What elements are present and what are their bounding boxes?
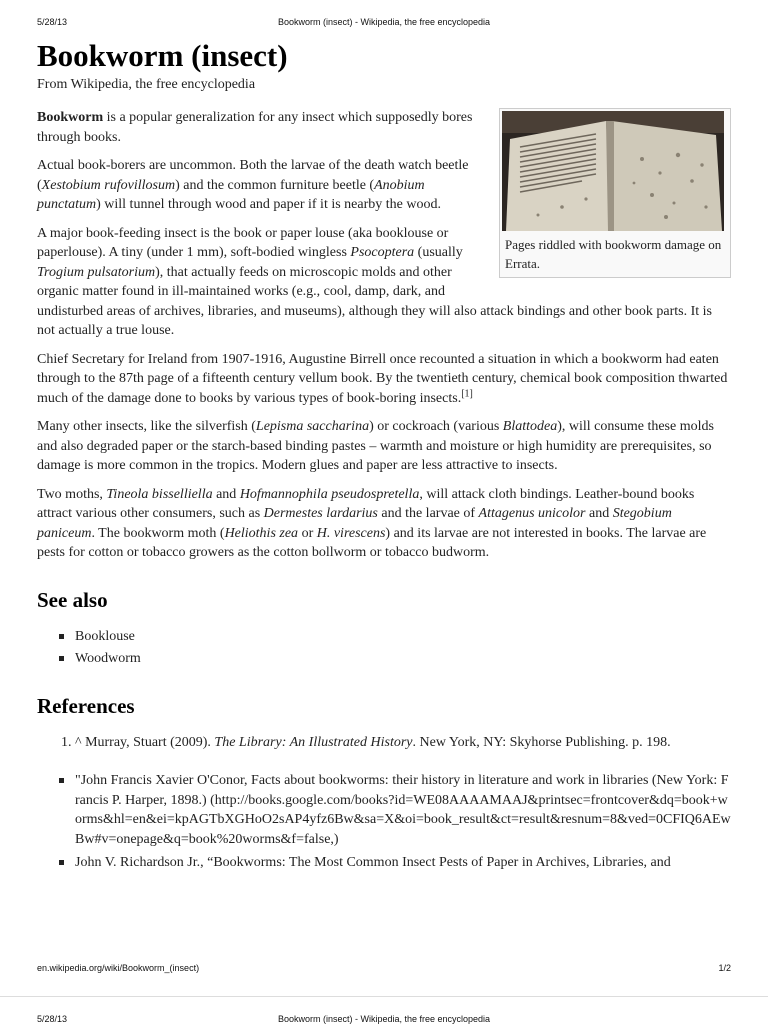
print-url: en.wikipedia.org/wiki/Bookworm_(insect) [37, 963, 200, 973]
print-date: 5/28/13 [37, 17, 68, 27]
print-header [37, 17, 731, 31]
article-content [37, 38, 731, 877]
reference-item [75, 733, 731, 753]
text-segment: and [585, 506, 613, 521]
species-name: Attagenus unicolor [478, 506, 586, 521]
further-reading-list [37, 771, 731, 873]
thumbnail-caption: Pages riddled with bookworm damage on Errata. [505, 237, 722, 271]
see-also-item-woodworm[interactable]: Woodworm [75, 649, 731, 669]
species-name: Stegobium paniceum [37, 506, 672, 541]
paragraph-moths [37, 485, 731, 563]
further-reading-item[interactable]: "John Francis Xavier O'Conor, Facts about bookworms: their history in literature and work in libraries (New York: Francis P. Harper, 1898.) (http://books.google.com/books?id=WE08AAAAMAAJ&printsec=frontcover&dq=book+worms&hl=en&ei=kpAGTbXGHoO2sAP4yfz6Bw&sa=X&oi=book_result&ct=result&resnum=8&ved=0CFIQ6AEwBw#v=onepage&q=book%20worms&f=false,) [75, 771, 731, 849]
page-divider [0, 996, 768, 997]
references-list [37, 733, 731, 753]
text-segment: ), will consume these molds and also degraded paper or the starch-based binding pastes – warmth and moisture or high humidity are prerequisites, so damage is more common in the tropics. Modern glues and paper are less attractive to insects. [37, 419, 714, 473]
print-page-title: Bookworm (insect) - Wikipedia, the free encyclopedia [277, 17, 491, 27]
print-footer [37, 963, 731, 977]
text-segment: A major book-feeding insect is the book or paper louse (aka booklouse or paperlouse). A tiny (under 1 mm), soft-bodied wingless [37, 225, 449, 260]
book-title: The Library: An Illustrated History [214, 734, 413, 750]
page-title: Bookworm (insect) [37, 38, 288, 73]
species-name: Lepisma saccharina [255, 419, 370, 434]
heading-references: References [37, 693, 135, 718]
citation-link[interactable]: [1] [461, 387, 473, 399]
see-also-list [37, 627, 731, 669]
text-segment: or [298, 525, 317, 541]
text-segment: ) or cockroach (various [369, 419, 503, 434]
text-segment: ) and its larvae are not interested in books. The larvae are pests for cotton or tobacco growers as the cotton bollworm or tobacco budworm. [37, 525, 707, 560]
intro-text: is a popular generalization for any insect which supposedly bores through books. [37, 110, 473, 145]
further-reading-item[interactable]: John V. Richardson Jr., “Bookworms: The Most Common Insect Pests of Paper in Archives, Libraries, and [75, 853, 731, 873]
book-damage-image[interactable] [502, 111, 724, 231]
next-page-date: 5/28/13 [37, 1014, 68, 1024]
text-segment: Many other insects, like the silverfish ( [37, 419, 256, 434]
text-segment: Two moths, [37, 486, 107, 502]
text-segment: . The bookworm moth ( [91, 525, 225, 541]
site-tagline: From Wikipedia, the free encyclopedia [37, 77, 256, 92]
species-name: Heliothis zea [224, 525, 299, 541]
species-name: Tineola bisselliella [106, 486, 213, 502]
paragraph-other-insects [37, 417, 731, 476]
thumbnail-figure [499, 108, 731, 278]
species-name: Xestobium rufovillosum [41, 177, 176, 193]
paragraph-birrell [37, 350, 731, 409]
book-damage-illustration [502, 111, 724, 231]
text-segment: ) and the common furniture beetle ( [175, 177, 375, 193]
species-name: Dermestes lardarius [263, 506, 378, 521]
text-segment: ) will tunnel through wood and paper if it is nearby the wood. [96, 197, 441, 212]
term-bookworm: Bookworm [37, 110, 104, 125]
text-segment: , will attack cloth bindings. Leather-bound books attract various other consumers, such as [37, 486, 695, 521]
text-segment: ^ Murray, Stuart (2009). [75, 734, 215, 750]
species-name: H. virescens [316, 525, 386, 541]
text-segment: Actual book-borers are uncommon. Both the larvae of the death watch beetle ( [37, 158, 469, 193]
text-segment: (usually [414, 245, 463, 260]
text-segment: . New York, NY: Skyhorse Publishing. p. 198. [412, 734, 671, 750]
species-name: Trogium pulsatorium [37, 264, 156, 280]
text-segment: and [212, 486, 240, 502]
text-segment: ), that actually feeds on microscopic molds and other organic matter found in ill-maintained works (e.g., cool, damp, dark, and undisturbed areas of archives, libraries, and museums), although they will also attack bindings and other book parts. It is not actually a true louse. [37, 264, 712, 338]
species-name: Anobium punctatum [37, 177, 425, 212]
text-segment: Chief Secretary for Ireland from 1907-1916, Augustine Birrell once recounted a situation in which a bookworm had eaten through to the 87th page of a fifteenth century vellum book. By the twentieth century, chemical book composition thwarted much of the damage done to books by various types of book-boring insects. [37, 351, 728, 406]
print-page-number: 1/2 [718, 963, 731, 973]
species-name: Psocoptera [350, 245, 415, 260]
text-segment: and the larvae of [377, 506, 479, 521]
species-name: Blattodea [502, 419, 558, 434]
next-page-title: Bookworm (insect) - Wikipedia, the free encyclopedia [277, 1014, 491, 1024]
see-also-item-booklouse[interactable]: Booklouse [75, 627, 731, 647]
species-name: Hofmannophila pseudospretella [239, 486, 420, 502]
heading-see-also: See also [37, 587, 108, 612]
next-page-header [37, 1014, 731, 1026]
